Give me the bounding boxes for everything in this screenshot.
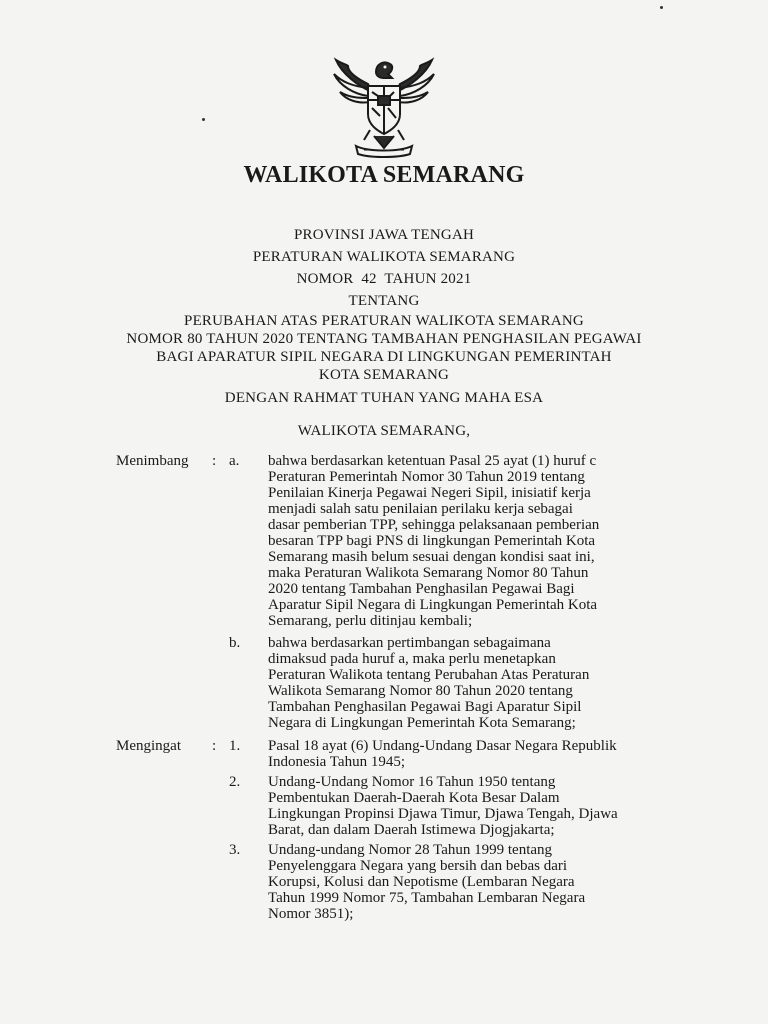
scan-speck: [660, 6, 663, 9]
invocation-line: DENGAN RAHMAT TUHAN YANG MAHA ESA: [224, 390, 544, 406]
legal-basis-item: [0, 774, 768, 838]
item-marker: b.: [229, 635, 241, 651]
item-text: bahwa berdasarkan ketentuan Pasal 25 ayat (1) huruf c Peraturan Pemerintah Nomor 30 Tahun 2019 tentang Penilaian Kinerja Pegawai Negeri Sipil, inisiatif kerja menjadi salah satu penilaian perilaku kerja sebagai dasar pemberian TPP, sehingga pelaksanaan pemberian besaran TPP bagi PNS di lingkungan Pemerintah Kota Semarang masih belum sesuai dengan kondisi saat ini, maka Peraturan Walikota Semarang Nomor 80 Tahun 2020 tentang Tambahan Penghasilan Pegawai Bagi Aparatur Sipil Negara di Lingkungan Pemerintah Kota Semarang, perlu ditinjau kembali;: [268, 453, 600, 629]
document-heading: WALIKOTA SEMARANG: [243, 162, 525, 188]
consideration-item: [0, 635, 768, 731]
scan-speck: [202, 118, 205, 121]
tentang-line: TENTANG: [348, 293, 420, 309]
consideration-item: [0, 453, 768, 629]
province-line: PROVINSI JAWA TENGAH: [293, 227, 475, 243]
issuer-line: WALIKOTA SEMARANG,: [297, 423, 471, 439]
item-text: Undang-Undang Nomor 16 Tahun 1950 tentang Pembentukan Daerah-Daerah Kota Besar Dalam Lingkungan Propinsi Djawa Timur, Djawa Tengah, Djawa Barat, dan dalam Daerah Istimewa Djogjakarta;: [268, 774, 618, 838]
subject-line: KOTA SEMARANG: [318, 367, 450, 383]
subject-line: NOMOR 80 TAHUN 2020 TENTANG TAMBAHAN PENGHASILAN PEGAWAI: [126, 331, 642, 347]
item-text: Undang-undang Nomor 28 Tahun 1999 tentang Penyelenggara Negara yang bersih dan bebas dari Korupsi, Kolusi dan Nepotisme (Lembaran Negara Tahun 1999 Nomor 75, Tambahan Lembaran Negara Nomor 3851);: [268, 842, 586, 922]
section-colon: :: [212, 738, 217, 754]
legal-basis-item: [0, 842, 768, 922]
section-label: Mengingat: [116, 738, 181, 754]
item-text: bahwa berdasarkan pertimbangan sebagaimana dimaksud pada huruf a, maka perlu menetapkan Peraturan Walikota tentang Perubahan Atas Peraturan Walikota Semarang Nomor 80 Tahun 2020 tentang Tambahan Penghasilan Pegawai Bagi Aparatur Sipil Negara di Lingkungan Pemerintah Kota Semarang;: [268, 635, 590, 731]
section-menimbang: [0, 453, 768, 731]
item-marker: 3.: [229, 842, 241, 858]
issuer: [0, 422, 768, 440]
regulation-type-line: PERATURAN WALIKOTA SEMARANG: [252, 249, 516, 265]
regulation-subject: [0, 312, 768, 384]
section-colon: :: [212, 453, 217, 469]
regulation-number-line: NOMOR 42 TAHUN 2021: [296, 271, 472, 287]
section-label: Menimbang: [116, 453, 189, 469]
section-mengingat: [0, 738, 768, 922]
item-text: Pasal 18 ayat (6) Undang-Undang Dasar Negara Republik Indonesia Tahun 1945;: [268, 738, 617, 770]
garuda-emblem: [328, 52, 440, 164]
regulation-header: [0, 226, 768, 314]
item-marker: a.: [229, 453, 240, 469]
item-marker: 1.: [229, 738, 241, 754]
item-marker: 2.: [229, 774, 241, 790]
legal-basis-item: [0, 738, 768, 770]
subject-line: BAGI APARATUR SIPIL NEGARA DI LINGKUNGAN PEMERINTAH: [156, 349, 612, 365]
subject-line: PERUBAHAN ATAS PERATURAN WALIKOTA SEMARANG: [184, 313, 584, 329]
invocation: [0, 389, 768, 407]
